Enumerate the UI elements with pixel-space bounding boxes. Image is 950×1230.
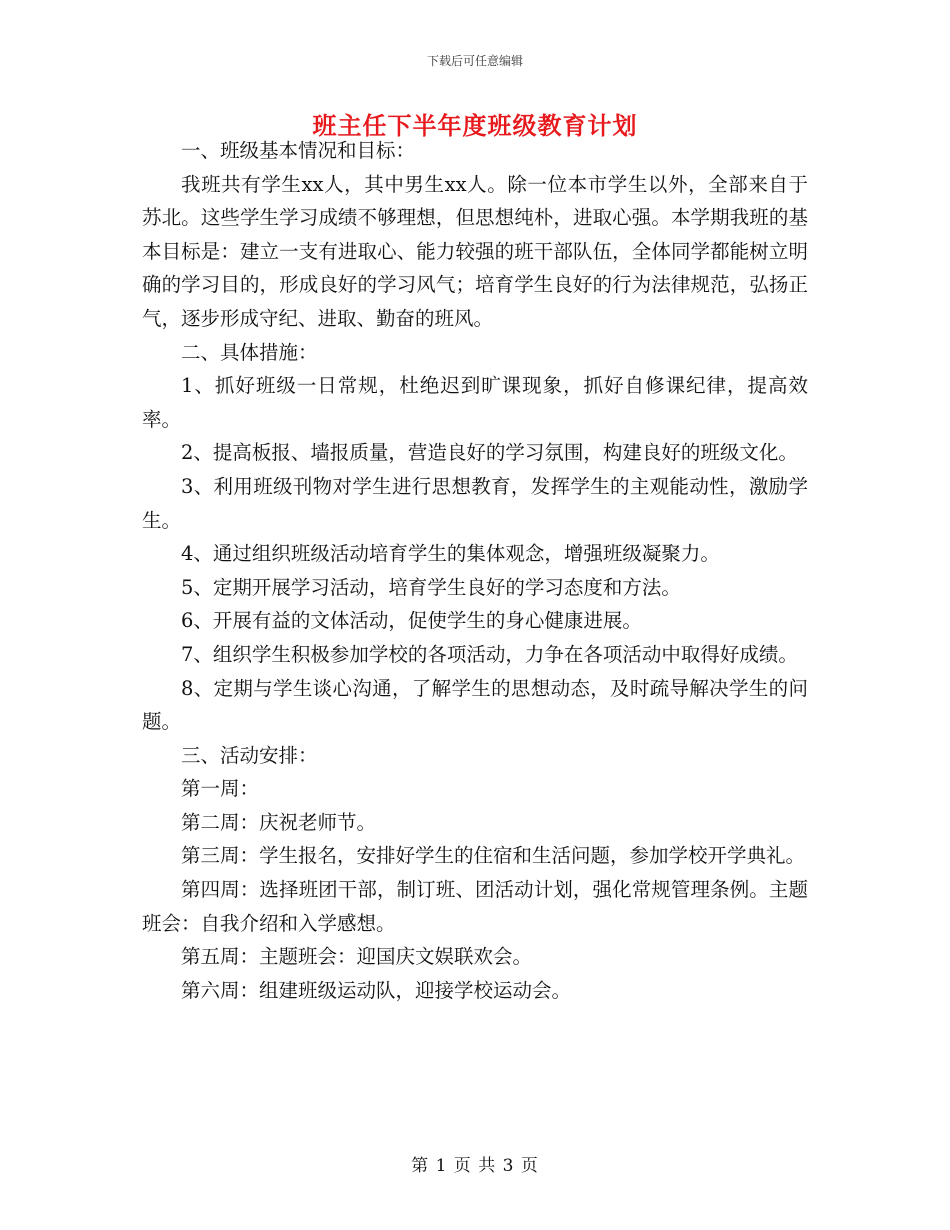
- measure-item-3: 3、利用班级刊物对学生进行思想教育，发挥学生的主观能动性，激励学生。: [142, 474, 808, 532]
- schedule-week-3: 第三周：学生报名，安排好学生的住宿和生活问题，参加学校开学典礼。: [181, 844, 806, 868]
- schedule-week-5: 第五周：主题班会：迎国庆文娱联欢会。: [181, 945, 533, 969]
- schedule-week-6: 第六周：组建班级运动队，迎接学校运动会。: [181, 978, 572, 1002]
- section-heading-schedule: 三、活动安排：: [181, 743, 318, 767]
- section-heading-measures: 二、具体措施：: [181, 340, 318, 364]
- document-body: [142, 134, 808, 1007]
- measure-item-6: 6、开展有益的文体活动，促使学生的身心健康进展。: [181, 609, 642, 633]
- schedule-week-4: 第四周：选择班团干部，制订班、团活动计划，强化常规管理条例。主题班会：自我介绍和入学感想。: [142, 878, 808, 935]
- page-number-footer: 第 1 页 共 3 页: [411, 1156, 539, 1176]
- measure-item-4: 4、通过组织班级活动培育学生的集体观念，增强班级凝聚力。: [181, 542, 720, 566]
- schedule-week-2: 第二周：庆祝老师节。: [181, 810, 377, 834]
- paragraph-basic-info: 我班共有学生xx人，其中男生xx人。除一位本市学生以外，全部来自于苏北。这些学生学习成绩不够理想，但思想纯朴，进取心强。本学期我班的基本目标是：建立一支有进取心、能力较强的班干部队伍，全体同学都能树立明确的学习目的，形成良好的学习风气；培育学生良好的行为法律规范，弘扬正气，逐步形成守纪、进取、勤奋的班风。: [142, 172, 808, 330]
- measure-item-5: 5、定期开展学习活动，培育学生良好的学习态度和方法。: [181, 575, 681, 599]
- measure-item-2: 2、提高板报、墙报质量，营造良好的学习氛围，构建良好的班级文化。: [181, 441, 798, 465]
- schedule-week-1: 第一周：: [181, 777, 260, 801]
- measure-item-8: 8、定期与学生谈心沟通，了解学生的思想动态，及时疏导解决学生的问题。: [142, 676, 808, 734]
- measure-item-1: 1、抓好班级一日常规，杜绝迟到旷课现象，抓好自修课纪律，提高效率。: [142, 374, 808, 431]
- page-header-note: 下载后可任意编辑: [426, 54, 523, 68]
- document-title: 班主任下半年度班级教育计划: [312, 111, 638, 140]
- measure-item-7: 7、组织学生积极参加学校的各项活动，力争在各项活动中取得好成绩。: [181, 642, 798, 666]
- section-heading-basic-info: 一、班级基本情况和目标：: [181, 139, 416, 162]
